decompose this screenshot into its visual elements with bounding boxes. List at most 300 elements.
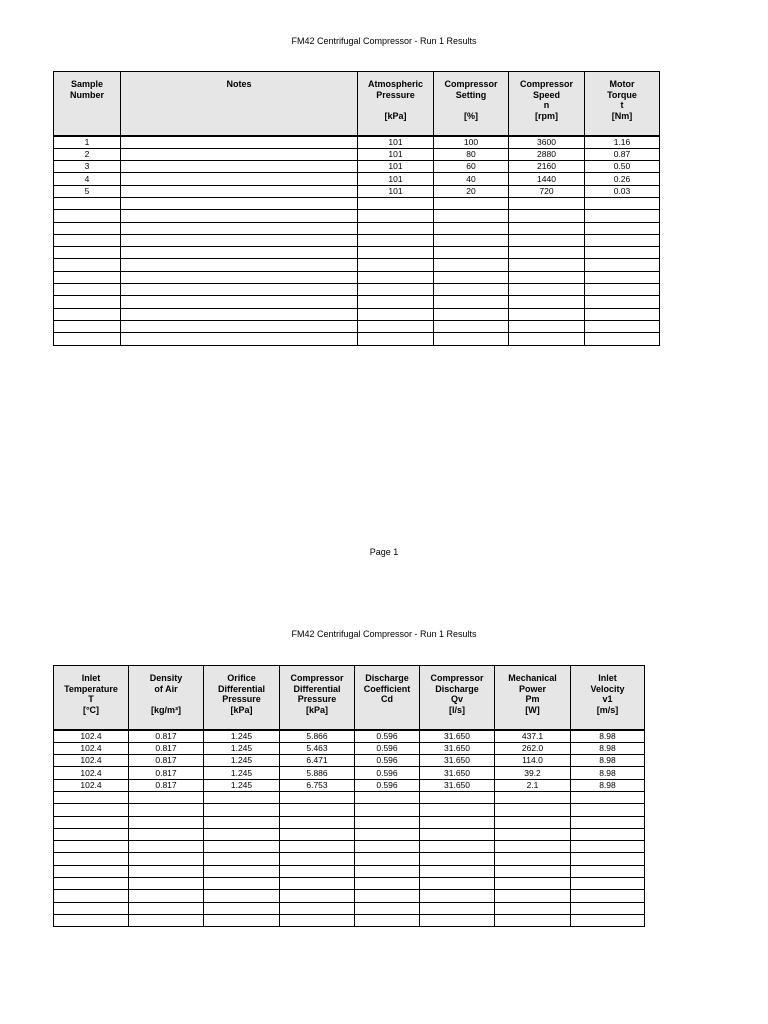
- table-cell: [129, 865, 204, 877]
- table-cell: [509, 296, 585, 308]
- table-cell: 0.817: [129, 767, 204, 779]
- table-cell: [121, 148, 358, 160]
- table-cell: 0.596: [355, 767, 420, 779]
- table-cell: [358, 320, 434, 332]
- table-cell: [280, 791, 355, 803]
- header-line: Density: [149, 673, 183, 683]
- header-line: [°C]: [82, 704, 100, 715]
- table-cell: [129, 853, 204, 865]
- table-cell: 8.98: [571, 742, 645, 754]
- table-cell: 0.596: [355, 779, 420, 791]
- table-cell: [54, 878, 129, 890]
- table-cell: [204, 914, 280, 926]
- header-line: Velocity: [590, 683, 625, 694]
- table-cell: [280, 828, 355, 840]
- table-row: [54, 755, 645, 767]
- table-cell: [129, 890, 204, 902]
- header-line: n: [543, 100, 550, 110]
- table-row: [54, 779, 645, 791]
- table-cell: 1.245: [204, 767, 280, 779]
- table-cell: [495, 914, 571, 926]
- table-row: [54, 816, 645, 828]
- table-cell: [420, 791, 495, 803]
- column-header: [495, 666, 571, 730]
- table-cell: [54, 271, 121, 283]
- header-line: Motor: [609, 79, 635, 89]
- table-cell: 39.2: [495, 767, 571, 779]
- table-cell: [571, 890, 645, 902]
- table-cell: [121, 185, 358, 197]
- table-cell: [509, 284, 585, 296]
- table-cell: [358, 296, 434, 308]
- table-cell: [129, 828, 204, 840]
- header-line: Number: [69, 89, 104, 100]
- table-cell: 60: [434, 161, 509, 173]
- table-cell: [280, 804, 355, 816]
- table-cell: 4: [54, 173, 121, 185]
- table-cell: 5.463: [280, 742, 355, 754]
- table-cell: [54, 234, 121, 246]
- table-cell: [509, 259, 585, 271]
- table-cell: 31.650: [420, 755, 495, 767]
- table-cell: 100: [434, 136, 509, 149]
- table-cell: [571, 878, 645, 890]
- header-line: [kPa]: [230, 704, 253, 715]
- table-cell: 1: [54, 136, 121, 149]
- column-header: [420, 666, 495, 730]
- table-cell: [54, 791, 129, 803]
- table-cell: 2160: [509, 161, 585, 173]
- table-cell: [495, 791, 571, 803]
- header-line: Inlet: [81, 673, 101, 683]
- table-cell: 1440: [509, 173, 585, 185]
- table-cell: [571, 865, 645, 877]
- table-cell: [571, 853, 645, 865]
- table-row: [54, 284, 660, 296]
- table-cell: [358, 271, 434, 283]
- header-line: [kg/m³]: [151, 704, 181, 715]
- table-row: [54, 234, 660, 246]
- header-spacer: [360, 100, 431, 111]
- table-cell: [355, 828, 420, 840]
- table-cell: [121, 210, 358, 222]
- header-row: [54, 72, 660, 136]
- page-number: Page 1: [369, 547, 399, 557]
- table-cell: [585, 247, 660, 259]
- table-cell: [495, 804, 571, 816]
- header-line: [%]: [464, 110, 478, 121]
- header-line: Qv: [450, 694, 463, 704]
- table-cell: [121, 222, 358, 234]
- table-cell: 5.886: [280, 767, 355, 779]
- table-cell: [54, 296, 121, 308]
- table-cell: [355, 902, 420, 914]
- table-cell: 1.245: [204, 755, 280, 767]
- table-cell: [420, 902, 495, 914]
- table-cell: [434, 308, 509, 320]
- column-header: [585, 72, 660, 136]
- table-cell: 114.0: [495, 755, 571, 767]
- table-cell: [585, 296, 660, 308]
- table-cell: [358, 308, 434, 320]
- column-header: [54, 72, 121, 136]
- table-cell: 0.817: [129, 730, 204, 743]
- header-line: Discharge: [365, 673, 409, 683]
- header-line: Coefficient: [363, 683, 411, 694]
- header-line: Pm: [525, 694, 540, 704]
- column-header: [358, 72, 434, 136]
- table-cell: [495, 865, 571, 877]
- table-cell: 102.4: [54, 742, 129, 754]
- table-cell: [585, 320, 660, 332]
- table-cell: [358, 234, 434, 246]
- table-cell: 6.471: [280, 755, 355, 767]
- table-cell: [585, 333, 660, 345]
- header-line: Pressure: [297, 694, 337, 704]
- table-row: [54, 247, 660, 259]
- table-cell: [355, 804, 420, 816]
- table-cell: [280, 816, 355, 828]
- table-cell: 101: [358, 173, 434, 185]
- table-cell: [420, 828, 495, 840]
- table-cell: 2: [54, 148, 121, 160]
- table-cell: [585, 259, 660, 271]
- table-cell: [495, 902, 571, 914]
- table-cell: [434, 210, 509, 222]
- column-header: [204, 666, 280, 730]
- table-cell: [420, 865, 495, 877]
- header-spacer: [436, 100, 506, 111]
- table-row: [54, 271, 660, 283]
- table-cell: [204, 804, 280, 816]
- table-cell: [204, 902, 280, 914]
- table-cell: [358, 247, 434, 259]
- column-header: [54, 666, 129, 730]
- table-row: [54, 222, 660, 234]
- header-line: v1: [602, 694, 613, 704]
- table-row: [54, 902, 645, 914]
- header-line: Pressure: [376, 89, 415, 100]
- table-cell: [495, 828, 571, 840]
- table-cell: [434, 259, 509, 271]
- table-cell: [121, 320, 358, 332]
- header-line: Cd: [381, 694, 393, 704]
- table-cell: 8.98: [571, 755, 645, 767]
- table-cell: [54, 308, 121, 320]
- table-row: [54, 320, 660, 332]
- table-cell: [204, 865, 280, 877]
- table-cell: [54, 197, 121, 209]
- table-cell: [129, 791, 204, 803]
- table-cell: [358, 222, 434, 234]
- table-cell: [509, 222, 585, 234]
- table-cell: [585, 210, 660, 222]
- header-line: [Nm]: [611, 110, 633, 121]
- table-cell: [121, 247, 358, 259]
- table-cell: [54, 914, 129, 926]
- table-cell: 1.245: [204, 742, 280, 754]
- table-cell: [420, 841, 495, 853]
- table-cell: [280, 841, 355, 853]
- table-cell: [355, 841, 420, 853]
- header-row: [54, 666, 645, 730]
- table-cell: [509, 197, 585, 209]
- table-row: [54, 742, 645, 754]
- table-cell: [355, 853, 420, 865]
- table-cell: [355, 865, 420, 877]
- table-cell: 0.596: [355, 730, 420, 743]
- page-1-title: FM42 Centrifugal Compressor - Run 1 Results: [291, 36, 477, 46]
- table-cell: [129, 878, 204, 890]
- table-cell: 31.650: [420, 779, 495, 791]
- table-row: [54, 767, 645, 779]
- table-cell: [434, 222, 509, 234]
- table-cell: 101: [358, 148, 434, 160]
- table-cell: [358, 210, 434, 222]
- table-cell: [121, 173, 358, 185]
- table-cell: [585, 222, 660, 234]
- table-cell: [355, 878, 420, 890]
- table-cell: 31.650: [420, 742, 495, 754]
- table-cell: [509, 320, 585, 332]
- table-cell: [495, 853, 571, 865]
- column-header: [355, 666, 420, 730]
- table-cell: [121, 271, 358, 283]
- table-cell: 102.4: [54, 779, 129, 791]
- table-cell: [571, 841, 645, 853]
- table-row: [54, 148, 660, 160]
- table-cell: 40: [434, 173, 509, 185]
- table-cell: [509, 333, 585, 345]
- column-header: [434, 72, 509, 136]
- header-line: Speed: [532, 89, 560, 100]
- table-cell: 8.98: [571, 730, 645, 743]
- header-line: [kPa]: [384, 110, 407, 121]
- header-line: Sample: [70, 79, 103, 89]
- table-cell: [585, 234, 660, 246]
- table-cell: [204, 841, 280, 853]
- header-line: Power: [518, 683, 546, 694]
- table-cell: [585, 271, 660, 283]
- table-cell: [54, 247, 121, 259]
- header-line: t: [620, 100, 624, 110]
- table-cell: 1.16: [585, 136, 660, 149]
- header-line: [rpm]: [535, 110, 558, 121]
- table-cell: [121, 284, 358, 296]
- table-cell: [355, 816, 420, 828]
- table-cell: 1.245: [204, 779, 280, 791]
- table-cell: [54, 333, 121, 345]
- table-cell: 3: [54, 161, 121, 173]
- table-cell: [585, 308, 660, 320]
- table-cell: [358, 333, 434, 345]
- header-line: Compressor: [290, 673, 344, 683]
- table-cell: [434, 296, 509, 308]
- table-cell: 6.753: [280, 779, 355, 791]
- table-row: [54, 185, 660, 197]
- table-cell: [204, 791, 280, 803]
- table-cell: [571, 816, 645, 828]
- table-cell: [204, 828, 280, 840]
- table-cell: [54, 284, 121, 296]
- table-cell: [204, 890, 280, 902]
- table-cell: [434, 247, 509, 259]
- table-cell: 720: [509, 185, 585, 197]
- table-row: [54, 841, 645, 853]
- table-cell: [204, 853, 280, 865]
- header-line: Compressor: [430, 673, 484, 683]
- table-cell: 3600: [509, 136, 585, 149]
- column-header: [280, 666, 355, 730]
- table-cell: [54, 222, 121, 234]
- table-cell: [434, 234, 509, 246]
- table-row: [54, 308, 660, 320]
- header-line: [W]: [525, 704, 540, 715]
- table-cell: [54, 210, 121, 222]
- table-cell: [121, 234, 358, 246]
- header-line: Pressure: [222, 694, 261, 704]
- table-cell: 31.650: [420, 767, 495, 779]
- header-line: Compressor: [444, 79, 498, 89]
- header-line: Notes: [226, 79, 252, 89]
- table-cell: [585, 284, 660, 296]
- table-row: [54, 828, 645, 840]
- column-header: [129, 666, 204, 730]
- table-cell: [509, 308, 585, 320]
- table-cell: [509, 210, 585, 222]
- table-cell: [280, 878, 355, 890]
- table-cell: [420, 853, 495, 865]
- table-cell: 0.596: [355, 755, 420, 767]
- table-cell: [509, 234, 585, 246]
- table-cell: [358, 197, 434, 209]
- table-cell: [420, 914, 495, 926]
- table-cell: [571, 804, 645, 816]
- table-cell: 0.87: [585, 148, 660, 160]
- table-cell: [280, 865, 355, 877]
- table-cell: [434, 284, 509, 296]
- table-cell: [571, 914, 645, 926]
- header-line: Discharge: [435, 683, 479, 694]
- table-cell: [204, 816, 280, 828]
- table-cell: [434, 271, 509, 283]
- results-table-page-1: [53, 71, 660, 346]
- header-line: Differential: [217, 683, 265, 694]
- table-cell: 0.26: [585, 173, 660, 185]
- table-cell: [129, 914, 204, 926]
- table-row: [54, 791, 645, 803]
- table-cell: 262.0: [495, 742, 571, 754]
- header-line: Setting: [455, 89, 487, 100]
- table-cell: [121, 296, 358, 308]
- table-row: [54, 161, 660, 173]
- table-cell: 2880: [509, 148, 585, 160]
- header-line: [kPa]: [305, 704, 328, 715]
- header-line: [l/s]: [448, 704, 465, 715]
- table-cell: [434, 320, 509, 332]
- table-cell: 101: [358, 185, 434, 197]
- table-cell: [280, 902, 355, 914]
- column-header: [509, 72, 585, 136]
- table-row: [54, 853, 645, 865]
- table-cell: 0.596: [355, 742, 420, 754]
- table-cell: [434, 333, 509, 345]
- table-cell: [358, 259, 434, 271]
- table-cell: [571, 902, 645, 914]
- table-row: [54, 333, 660, 345]
- header-line: T: [88, 694, 94, 704]
- column-header: [571, 666, 645, 730]
- table-cell: [358, 284, 434, 296]
- table-cell: [54, 816, 129, 828]
- table-row: [54, 259, 660, 271]
- table-cell: [121, 259, 358, 271]
- table-cell: [280, 890, 355, 902]
- table-cell: 31.650: [420, 730, 495, 743]
- table-cell: [204, 878, 280, 890]
- results-table-page-2: [53, 665, 645, 927]
- table-cell: [420, 804, 495, 816]
- header-spacer: [131, 694, 201, 705]
- table-cell: [585, 197, 660, 209]
- table-cell: 2.1: [495, 779, 571, 791]
- table-cell: [509, 271, 585, 283]
- table-cell: 80: [434, 148, 509, 160]
- table-cell: [54, 902, 129, 914]
- table-cell: [129, 841, 204, 853]
- header-line: [m/s]: [596, 704, 619, 715]
- table-row: [54, 914, 645, 926]
- table-cell: 102.4: [54, 730, 129, 743]
- table-cell: [280, 853, 355, 865]
- table-cell: [571, 791, 645, 803]
- table-cell: 437.1: [495, 730, 571, 743]
- table-cell: [355, 890, 420, 902]
- table-cell: 0.50: [585, 161, 660, 173]
- table-cell: [54, 865, 129, 877]
- table-row: [54, 136, 660, 149]
- table-cell: [121, 308, 358, 320]
- header-line: Atmospheric: [367, 79, 423, 89]
- table-cell: 5.866: [280, 730, 355, 743]
- table-cell: [420, 890, 495, 902]
- table-cell: [495, 841, 571, 853]
- table-cell: 20: [434, 185, 509, 197]
- table-cell: [509, 247, 585, 259]
- header-line: Orifice: [227, 673, 256, 683]
- table-cell: 1.245: [204, 730, 280, 743]
- header-line: Inlet: [598, 673, 617, 683]
- header-line: of Air: [154, 683, 178, 694]
- table-cell: [434, 197, 509, 209]
- table-cell: [495, 816, 571, 828]
- table-cell: 102.4: [54, 767, 129, 779]
- table-cell: 0.03: [585, 185, 660, 197]
- table-cell: [121, 197, 358, 209]
- table-cell: [54, 259, 121, 271]
- table-cell: 8.98: [571, 779, 645, 791]
- table-cell: [54, 320, 121, 332]
- table-row: [54, 173, 660, 185]
- table-cell: [121, 136, 358, 149]
- table-row: [54, 890, 645, 902]
- table-cell: 0.817: [129, 755, 204, 767]
- table-cell: [280, 914, 355, 926]
- table-cell: [355, 914, 420, 926]
- header-line: Differential: [293, 683, 341, 694]
- table-cell: [121, 333, 358, 345]
- table-cell: [121, 161, 358, 173]
